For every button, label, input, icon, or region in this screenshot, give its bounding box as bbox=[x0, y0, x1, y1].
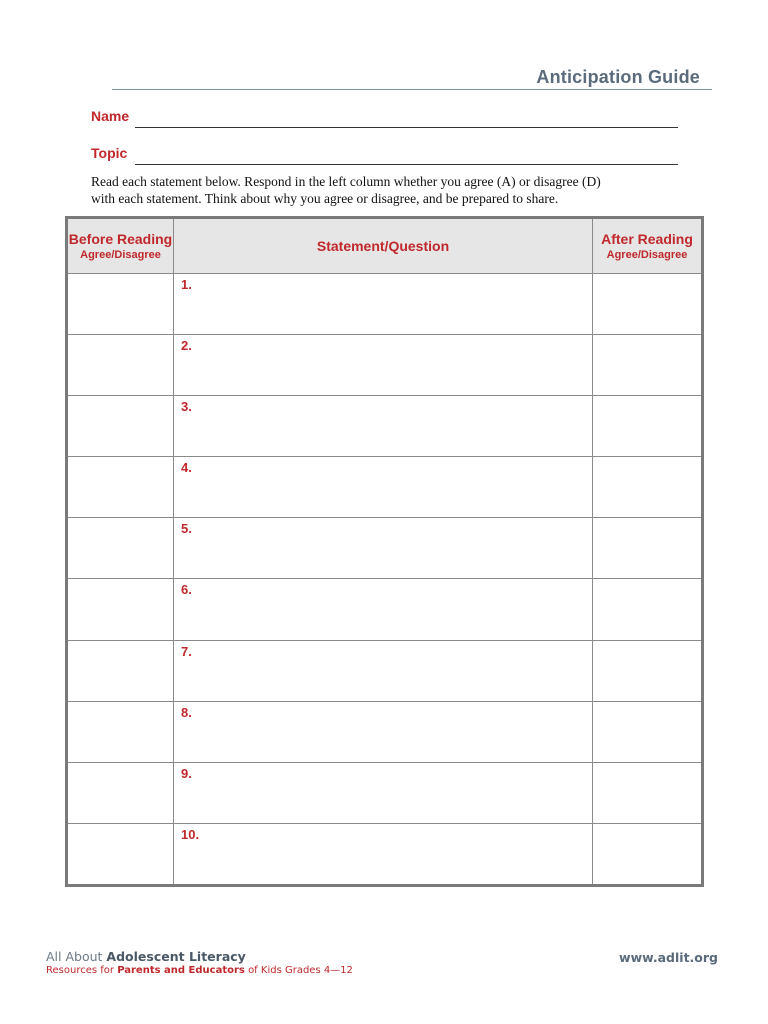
statement-cell[interactable] bbox=[174, 579, 593, 640]
statement-cell[interactable] bbox=[174, 396, 593, 457]
footer-tagline bbox=[46, 965, 353, 976]
statement-number: 3. bbox=[181, 399, 192, 415]
name-field bbox=[91, 108, 678, 130]
table-row bbox=[67, 762, 703, 823]
statement-number: 10. bbox=[181, 826, 200, 842]
before-cell[interactable] bbox=[67, 457, 174, 518]
statement-question-label: Statement/Question bbox=[316, 238, 450, 254]
statement-cell[interactable] bbox=[174, 457, 593, 518]
statement-number: 1. bbox=[181, 277, 192, 292]
after-cell[interactable] bbox=[593, 823, 703, 885]
statement-number: 6. bbox=[181, 582, 192, 598]
statement-cell[interactable] bbox=[174, 335, 593, 396]
statement-cell[interactable] bbox=[174, 701, 593, 762]
anticipation-table bbox=[65, 216, 704, 887]
statement-number: 4. bbox=[181, 460, 192, 476]
instructions-line-2: with each statement. Think about why you agree or disagree, and be prepared to share. bbox=[91, 191, 559, 206]
before-reading-label: Before Reading bbox=[68, 231, 173, 247]
statement-cell[interactable] bbox=[174, 274, 593, 335]
before-cell[interactable] bbox=[67, 640, 174, 701]
before-cell[interactable] bbox=[67, 274, 174, 335]
before-cell[interactable] bbox=[67, 823, 174, 885]
statement-number: 5. bbox=[181, 521, 192, 537]
statement-cell[interactable] bbox=[174, 518, 593, 579]
statement-number: 7. bbox=[181, 643, 192, 659]
name-line bbox=[135, 127, 678, 128]
table-row bbox=[67, 701, 703, 762]
statement-cell[interactable] bbox=[174, 823, 593, 885]
before-cell[interactable] bbox=[67, 701, 174, 762]
statement-number: 2. bbox=[181, 338, 192, 354]
footer-brand-prefix: All About bbox=[46, 949, 103, 964]
page-title: Anticipation Guide bbox=[536, 67, 700, 87]
before-reading-header bbox=[67, 218, 174, 274]
document-header bbox=[112, 64, 712, 90]
after-cell[interactable] bbox=[593, 274, 703, 335]
footer-tagline-suffix: of Kids Grades 4—12 bbox=[248, 965, 353, 976]
statement-number: 8. bbox=[181, 704, 192, 720]
statement-cell[interactable] bbox=[174, 640, 593, 701]
topic-label: Topic bbox=[91, 145, 128, 161]
footer-brand-name: Adolescent Literacy bbox=[106, 949, 246, 964]
before-agree-disagree-label: Agree/Disagree bbox=[80, 249, 161, 261]
after-cell[interactable] bbox=[593, 335, 703, 396]
table-header-row bbox=[67, 218, 703, 274]
table-row bbox=[67, 579, 703, 640]
after-cell[interactable] bbox=[593, 762, 703, 823]
footer-website-link[interactable]: www.adlit.org bbox=[619, 950, 718, 965]
table-row bbox=[67, 640, 703, 701]
statement-header bbox=[174, 218, 593, 274]
footer-brand bbox=[46, 949, 246, 964]
after-cell[interactable] bbox=[593, 518, 703, 579]
table-row bbox=[67, 335, 703, 396]
before-cell[interactable] bbox=[67, 335, 174, 396]
before-cell[interactable] bbox=[67, 518, 174, 579]
table-row bbox=[67, 274, 703, 335]
footer-tagline-bold: Parents and Educators bbox=[117, 965, 245, 976]
table-row bbox=[67, 823, 703, 885]
after-cell[interactable] bbox=[593, 396, 703, 457]
topic-line bbox=[135, 164, 678, 165]
after-agree-disagree-label: Agree/Disagree bbox=[606, 249, 688, 261]
before-cell[interactable] bbox=[67, 396, 174, 457]
before-cell[interactable] bbox=[67, 579, 174, 640]
statement-cell[interactable] bbox=[174, 762, 593, 823]
table-row bbox=[67, 518, 703, 579]
name-label: Name bbox=[91, 108, 130, 124]
footer-tagline-prefix: Resources for bbox=[46, 965, 114, 976]
after-cell[interactable] bbox=[593, 457, 703, 518]
after-reading-label: After Reading bbox=[601, 231, 693, 247]
topic-field bbox=[91, 145, 678, 167]
after-cell[interactable] bbox=[593, 640, 703, 701]
table-row bbox=[67, 457, 703, 518]
after-reading-header bbox=[593, 218, 703, 274]
after-cell[interactable] bbox=[593, 701, 703, 762]
table-row bbox=[67, 396, 703, 457]
after-cell[interactable] bbox=[593, 579, 703, 640]
statement-number: 9. bbox=[181, 765, 192, 781]
instructions-line-1: Read each statement below. Respond in the left column whether you agree (A) or disagree (D) bbox=[91, 174, 601, 189]
before-cell[interactable] bbox=[67, 762, 174, 823]
instructions bbox=[91, 173, 681, 207]
